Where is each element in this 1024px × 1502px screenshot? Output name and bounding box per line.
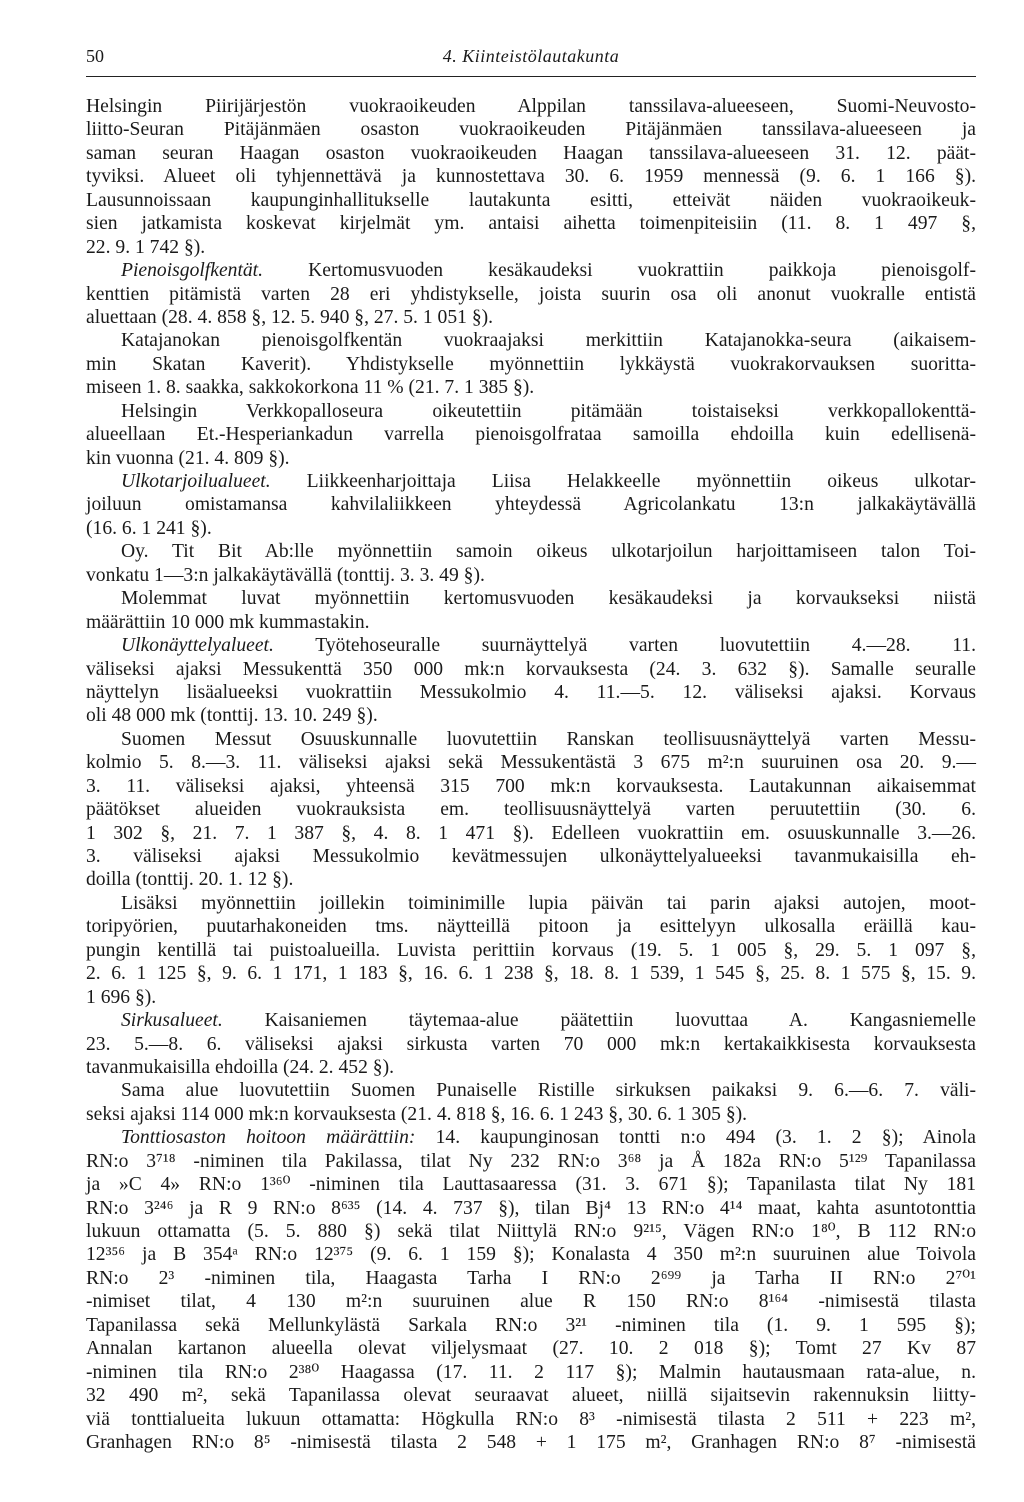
- text-line: [86, 1009, 976, 1032]
- text-line: [86, 775, 976, 798]
- line-text: 1 302 §, 21. 7. 1 387 §, 4. 8. 1 471 §). Edelleen vuokrattiin em. osuuskunnalle 3.—26.: [86, 822, 976, 844]
- text-line: [86, 306, 976, 329]
- line-text: päätökset alueiden vuokrauksista em. teollisuusnäyttelyä varten peruutettiin (30. 6.: [86, 799, 976, 821]
- line-text: aluettaan (28. 4. 858 §, 12. 5. 940 §, 27. 5. 1 051 §).: [86, 306, 494, 328]
- line-text: lukuun ottamatta (5. 5. 880 §) sekä tilat Niittylä RN:o 9²¹⁵, Vägen RN:o 1⁸⁰, B 112 RN:o: [86, 1221, 976, 1242]
- line-text: seksi ajaksi 114 000 mk:n korvauksesta (21. 4. 818 §, 16. 6. 1 243 §, 30. 6. 1 305 §).: [86, 1103, 748, 1125]
- text-line: [86, 962, 976, 985]
- line-text: 22. 9. 1 742 §).: [86, 236, 206, 258]
- line-text: -nimiset tilat, 4 130 m²:n suuruinen alue R 150 RN:o 8¹⁶⁴ -nimisestä tilasta: [86, 1291, 976, 1313]
- text-line: [86, 329, 976, 352]
- text-line: [86, 1361, 976, 1384]
- text-line: [86, 939, 976, 962]
- line-text: Granhagen RN:o 8⁵ -nimisestä tilasta 2 548 + 1 175 m², Granhagen RN:o 8⁷ -nimisestä: [86, 1431, 976, 1453]
- line-text: tavanmukaisilla ehdoilla (24. 2. 452 §).: [86, 1056, 394, 1078]
- line-text: Molemmat luvat myönnettiin kertomusvuoden kesäkaudeksi ja korvaukseksi niistä: [121, 588, 976, 610]
- text-line: [86, 751, 976, 774]
- text-line: [86, 212, 976, 235]
- line-text: 23. 5.—8. 6. väliseksi ajaksi sirkusta varten 70 000 mk:n kertakaikkisesta korvauksesta: [86, 1033, 976, 1055]
- line-text: (16. 6. 1 241 §).: [86, 517, 212, 539]
- text-line: [86, 470, 976, 493]
- text-line: [86, 1408, 976, 1431]
- line-text: 32 490 m², sekä Tapanilassa olevat seuraavat alueet, niillä sijaitsevin rakennuksin liitty-: [86, 1385, 976, 1407]
- line-text: Helsingin Verkkopalloseura oikeutettiin pitämään toistaiseksi verkkopallokenttä-: [121, 400, 976, 422]
- line-text: pungin kentillä tai puistoalueilla. Luvista perittiin korvaus (19. 5. 1 005 §, 29. 5. 1 097 §,: [86, 939, 976, 961]
- line-text: Liikkeenharjoittaja Liisa Helakkeelle myönnettiin oikeus ulkotar-: [270, 471, 976, 492]
- text-line: [86, 564, 976, 587]
- line-text: kenttien pitämistä varten 28 eri yhdistykselle, joista suurin osa oli anonut vuokralle entistä: [86, 283, 976, 305]
- text-line: [86, 517, 976, 540]
- running-header: [86, 46, 976, 72]
- text-line: [86, 634, 976, 657]
- section-heading: Pienoisgolfkentät.: [121, 260, 264, 282]
- text-line: [86, 1126, 976, 1149]
- line-text: Kaisaniemen täytemaa-alue päätettiin luovuttaa A. Kangasniemelle: [222, 1010, 976, 1032]
- line-text: 14. kaupunginosan tontti n:o 494 (3. 1. 2 §); Ainola: [415, 1127, 976, 1149]
- line-text: Oy. Tit Bit Ab:lle myönnettiin samoin oikeus ulkotarjoilun harjoittamiseen talon Toi-: [121, 541, 976, 563]
- text-line: [86, 1267, 976, 1290]
- line-text: Lausunnoissaan kaupunginhallitukselle lautakunta esitti, etteivät näiden vuokraoikeuk-: [86, 189, 976, 211]
- line-text: 3. 11. väliseksi ajaksi, yhteensä 315 700 mk:n korvauksesta. Lautakunnan aikaisemmat: [86, 775, 976, 797]
- text-line: [86, 1033, 976, 1056]
- section-heading: Sirkusalueet.: [121, 1010, 223, 1032]
- line-text: 1 696 §).: [86, 986, 157, 1008]
- text-line: [86, 915, 976, 938]
- text-line: [86, 1431, 976, 1454]
- text-line: [86, 892, 976, 915]
- text-line: [86, 236, 976, 259]
- line-text: sien jatkamista koskevat kirjelmät ym. antaisi aihetta toimenpiteisiin (11. 8. 1 497 §,: [86, 213, 976, 235]
- section-heading: Tonttiosaston hoitoon määrättiin:: [121, 1127, 416, 1149]
- text-line: [86, 611, 976, 634]
- line-text: 2. 6. 1 125 §, 9. 6. 1 171, 1 183 §, 16. 6. 1 238 §, 18. 8. 1 539, 1 545 §, 25. 8. 1 575 §, 15. 9.: [86, 963, 976, 985]
- text-line: [86, 1197, 976, 1220]
- text-line: [86, 587, 976, 610]
- text-line: [86, 1150, 976, 1173]
- line-text: Tapanilassa sekä Mellunkylästä Sarkala RN:o 3²¹ -niminen tila (1. 9. 1 595 §);: [86, 1314, 976, 1336]
- text-line: [86, 1173, 976, 1196]
- line-text: RN:o 3²⁴⁶ ja R 9 RN:o 8⁶³⁵ (14. 4. 737 §), tilan Bj⁴ 13 RN:o 4¹⁴ maat, kahta asuntotonttia: [86, 1197, 976, 1219]
- line-text: tyviksi. Alueet oli tyhjennettävä ja kunnostettava 30. 6. 1959 mennessä (9. 6. 1 166 §).: [86, 166, 976, 188]
- line-text: oli 48 000 mk (tonttij. 13. 10. 249 §).: [86, 705, 378, 727]
- line-text: Kertomusvuoden kesäkaudeksi vuokrattiin paikkoja pienoisgolf-: [263, 260, 976, 282]
- line-text: Työtehoseuralle suurnäyttelyä varten luovutettiin 4.—28. 11.: [273, 635, 976, 657]
- text-line: [86, 189, 976, 212]
- line-text: min Skatan Kaverit). Yhdistykselle myönnettiin lykkäystä vuokrakorvauksen suoritta-: [86, 353, 976, 375]
- line-text: viä tonttialueita lukuun ottamatta: Högkulla RN:o 8³ -nimisestä tilasta 2 511 + 223 m²,: [86, 1408, 976, 1430]
- text-line: [86, 447, 976, 470]
- text-line: [86, 1314, 976, 1337]
- text-line: [86, 376, 976, 399]
- text-line: [86, 283, 976, 306]
- text-line: [86, 845, 976, 868]
- line-text: liitto-Seuran Pitäjänmäen osaston vuokraoikeuden Pitäjänmäen tanssilava-alueeseen ja: [86, 119, 976, 141]
- line-text: alueellaan Et.-Hesperiankadun varrella pienoisgolfrataa samoilla ehdoilla kuin edellisenä-: [86, 424, 976, 446]
- line-text: Katajanokan pienoisgolfkentän vuokraajaksi merkittiin Katajanokka-seura (aikaisem-: [121, 330, 976, 352]
- header-rule: [86, 76, 976, 77]
- section-heading: Ulkonäyttelyalueet.: [121, 635, 274, 657]
- line-text: väliseksi ajaksi Messukenttä 350 000 mk:n korvauksesta (24. 3. 632 §). Samalle seuralle: [86, 658, 976, 680]
- line-text: 3. väliseksi ajaksi Messukolmio kevätmessujen ulkonäyttelyalueeksi tavanmukaisilla eh-: [86, 846, 976, 867]
- text-line: [86, 728, 976, 751]
- line-text: määrättiin 10 000 mk kummastakin.: [86, 611, 370, 633]
- line-text: miseen 1. 8. saakka, sakkokorkona 11 % (21. 7. 1 385 §).: [86, 377, 535, 399]
- text-line: [86, 1103, 976, 1126]
- text-line: [86, 1056, 976, 1079]
- line-text: toripyörien, puutarhakoneiden tms. näytteillä pitoon ja esittelyyn ulkosalla eräillä kau-: [86, 916, 976, 938]
- section-heading: Ulkotarjoilualueet.: [121, 471, 271, 492]
- line-text: -niminen tila RN:o 2³⁸⁰ Haagassa (17. 11. 2 117 §); Malmin hautausmaan rata-alue, n.: [86, 1361, 976, 1383]
- line-text: Annalan kartanon alueella olevat viljelysmaat (27. 10. 2 018 §); Tomt 27 Kv 87: [86, 1338, 976, 1360]
- line-text: Suomen Messut Osuuskunnalle luovutettiin Ranskan teollisuusnäyttelyä varten Messu-: [121, 728, 976, 750]
- text-line: [86, 868, 976, 891]
- text-line: [86, 1290, 976, 1313]
- text-line: [86, 259, 976, 282]
- text-line: [86, 165, 976, 188]
- text-line: [86, 95, 976, 118]
- line-text: näyttelyn lisäalueeksi vuokrattiin Messukolmio 4. 11.—5. 12. väliseksi ajaksi. Korvaus: [86, 681, 976, 703]
- text-line: [86, 1337, 976, 1360]
- page-number: 50: [86, 46, 104, 66]
- line-text: 12³⁵⁶ ja B 354ᵃ RN:o 12³⁷⁵ (9. 6. 1 159 §); Konalasta 4 350 m²:n suuruinen alue Toivola: [86, 1244, 976, 1266]
- line-text: ja »C 4» RN:o 1³⁶⁰ -niminen tila Lauttasaaressa (31. 3. 671 §); Tapanilasta tilat Ny 181: [86, 1174, 976, 1196]
- text-line: [86, 142, 976, 165]
- text-line: [86, 1079, 976, 1102]
- line-text: RN:o 3⁷¹⁸ -niminen tila Pakilassa, tilat Ny 232 RN:o 3⁶⁸ ja Å 182a RN:o 5¹²⁹ Tapanilassa: [86, 1150, 976, 1172]
- text-line: [86, 986, 976, 1009]
- text-line: [86, 353, 976, 376]
- text-line: [86, 798, 976, 821]
- line-text: Helsingin Piirijärjestön vuokraoikeuden Alppilan tanssilava-alueeseen, Suomi-Neuvosto-: [86, 96, 976, 117]
- text-line: [86, 1243, 976, 1266]
- text-line: [86, 658, 976, 681]
- text-line: [86, 400, 976, 423]
- text-line: [86, 423, 976, 446]
- text-line: [86, 704, 976, 727]
- line-text: Sama alue luovutettiin Suomen Punaiselle Ristille sirkuksen paikaksi 9. 6.—6. 7. väli-: [121, 1080, 976, 1102]
- text-line: [86, 1220, 976, 1243]
- text-line: [86, 493, 976, 516]
- text-line: [86, 540, 976, 563]
- text-line: [86, 118, 976, 141]
- line-text: saman seuran Haagan osaston vuokraoikeuden Haagan tanssilava-alueeseen 31. 12. päät-: [86, 142, 976, 164]
- line-text: kin vuonna (21. 4. 809 §).: [86, 447, 290, 469]
- line-text: vonkatu 1—3:n jalkakäytävällä (tonttij. 3. 3. 49 §).: [86, 564, 485, 586]
- text-line: [86, 681, 976, 704]
- line-text: joiluun omistamansa kahvilaliikkeen yhteydessä Agricolankatu 13:n jalkakäytävällä: [86, 494, 976, 516]
- text-line: [86, 822, 976, 845]
- body-text: [86, 95, 976, 1454]
- line-text: Lisäksi myönnettiin joillekin toiminimille lupia päivän tai parin ajaksi autojen, moot-: [121, 892, 976, 914]
- line-text: doilla (tonttij. 20. 1. 12 §).: [86, 869, 294, 891]
- chapter-title: 4. Kiinteistölautakunta: [442, 46, 620, 66]
- line-text: kolmio 5. 8.—3. 11. väliseksi ajaksi sekä Messukentästä 3 675 m²:n suuruinen osa 20. 9.—: [86, 752, 976, 774]
- text-line: [86, 1384, 976, 1407]
- line-text: RN:o 2³ -niminen tila, Haagasta Tarha I RN:o 2⁶⁹⁹ ja Tarha II RN:o 2⁷⁰¹: [86, 1267, 976, 1289]
